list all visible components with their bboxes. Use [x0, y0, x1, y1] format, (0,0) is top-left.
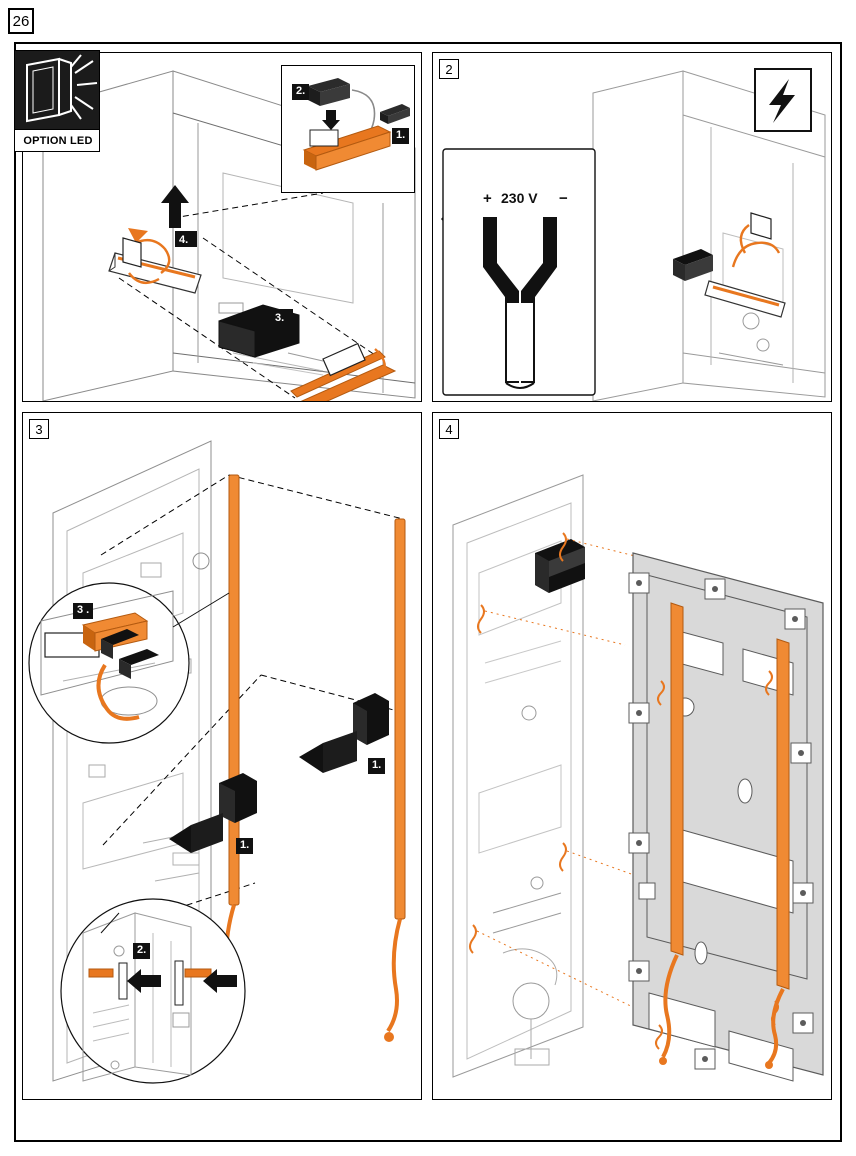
panel-3-step-1a: 1.	[368, 758, 385, 774]
panel-2-illustration	[433, 53, 832, 402]
led-mirror-icon	[15, 51, 100, 131]
option-led-label: OPTION LED	[15, 129, 100, 151]
panel-3-step-2: 2.	[133, 943, 150, 959]
panel-3-step-1b: 1.	[236, 838, 253, 854]
panel-1-inset	[281, 65, 415, 193]
voltage-diagram	[443, 149, 595, 395]
panel-3-number: 3	[29, 419, 49, 439]
electrical-hazard-icon	[755, 69, 811, 131]
panel-2	[432, 52, 832, 402]
panel-4	[432, 412, 832, 1100]
panel-3	[22, 412, 422, 1100]
svg-text:4.: 4.	[179, 234, 189, 246]
panel-2-number: 2	[439, 59, 459, 79]
panel-4-illustration	[433, 413, 832, 1100]
svg-text:+: +	[483, 190, 492, 207]
panel-1-inset-step-1: 1.	[392, 128, 409, 144]
option-led-art	[15, 51, 100, 131]
panel-3-illustration	[23, 413, 422, 1100]
page-number: 26	[8, 8, 34, 34]
svg-text:230 V: 230 V	[501, 190, 538, 206]
panel-4-number: 4	[439, 419, 459, 439]
svg-text:−: −	[559, 190, 568, 207]
svg-text:3.: 3.	[275, 312, 285, 324]
panel-1-inset-step-2: 2.	[292, 84, 309, 100]
option-led-badge	[14, 50, 100, 152]
panel-3-step-3: 3 .	[73, 603, 93, 619]
